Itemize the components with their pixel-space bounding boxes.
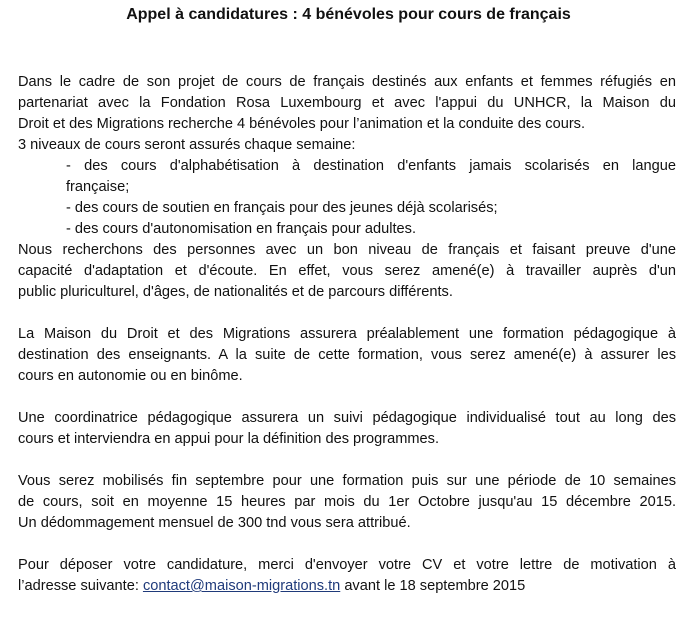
text-line: 3 niveaux de cours seront assurés chaque semaine: [18,137,356,153]
text-line: destination des enseignants. A la suite de cette formation, vous serez amené(e) à assurer les [18,347,676,363]
address-prefix: l’adresse suivante: [18,578,143,594]
text-line: capacité d'adaptation et d'écoute. En effet, vous serez amené(e) à travailler auprès d'un [18,263,676,279]
document-title: Appel à candidatures : 4 bénévoles pour cours de français [126,6,571,23]
text-line: Droit et des Migrations recherche 4 bénévoles pour l’animation et la conduite des cours. [18,116,586,132]
text-line: de cours, soit en moyenne 15 heures par mois du 1er Octobre jusqu'au 15 décembre 2015. [18,494,676,510]
schedule-paragraph [18,471,676,534]
coordination-paragraph [18,408,676,450]
text-line: Vous serez mobilisés fin septembre pour une formation puis sur une période de 10 semaines [18,473,676,489]
profile-paragraph [18,240,676,303]
text-line: La Maison du Droit et des Migrations assurera préalablement une formation pédagogique à [18,326,676,342]
apply-paragraph [18,555,676,597]
intro-paragraph [18,72,676,156]
training-paragraph [18,324,676,387]
text-line: - des cours d'alphabétisation à destination d'enfants jamais scolarisés en langue [66,158,676,174]
text-line: public pluriculturel, d'âges, de nationalités et de parcours différents. [18,284,453,300]
course-levels-list [18,156,676,240]
text-line: - des cours d'autonomisation en français pour adultes. [66,221,416,237]
contact-email-link[interactable]: contact@maison-migrations.tn [142,578,341,594]
list-item [18,219,676,240]
text-line: cours et interviendra en appui pour la définition des programmes. [18,431,440,447]
text-line [18,576,676,597]
text-line: Dans le cadre de son projet de cours de français destinés aux enfants et femmes réfugiés en [18,74,676,90]
text-line: Pour déposer votre candidature, merci d'envoyer votre CV et votre lettre de motivation à [18,557,676,573]
deadline-text: avant le 18 septembre 2015 [340,578,526,594]
text-line: Nous recherchons des personnes avec un bon niveau de français et faisant preuve d'une [18,242,676,258]
text-line: Un dédommagement mensuel de 300 tnd vous sera attribué. [18,515,411,531]
list-item [18,198,676,219]
document-body [18,72,676,597]
text-line: Une coordinatrice pédagogique assurera un suivi pédagogique individualisé tout au long des [18,410,676,426]
text-line: partenariat avec la Fondation Rosa Luxembourg et avec l'appui du UNHCR, la Maison du [18,95,676,111]
text-line: - des cours de soutien en français pour des jeunes déjà scolarisés; [66,200,498,216]
list-item [18,156,676,198]
text-line: cours en autonomie ou en binôme. [18,368,243,384]
text-line: française; [66,179,130,195]
